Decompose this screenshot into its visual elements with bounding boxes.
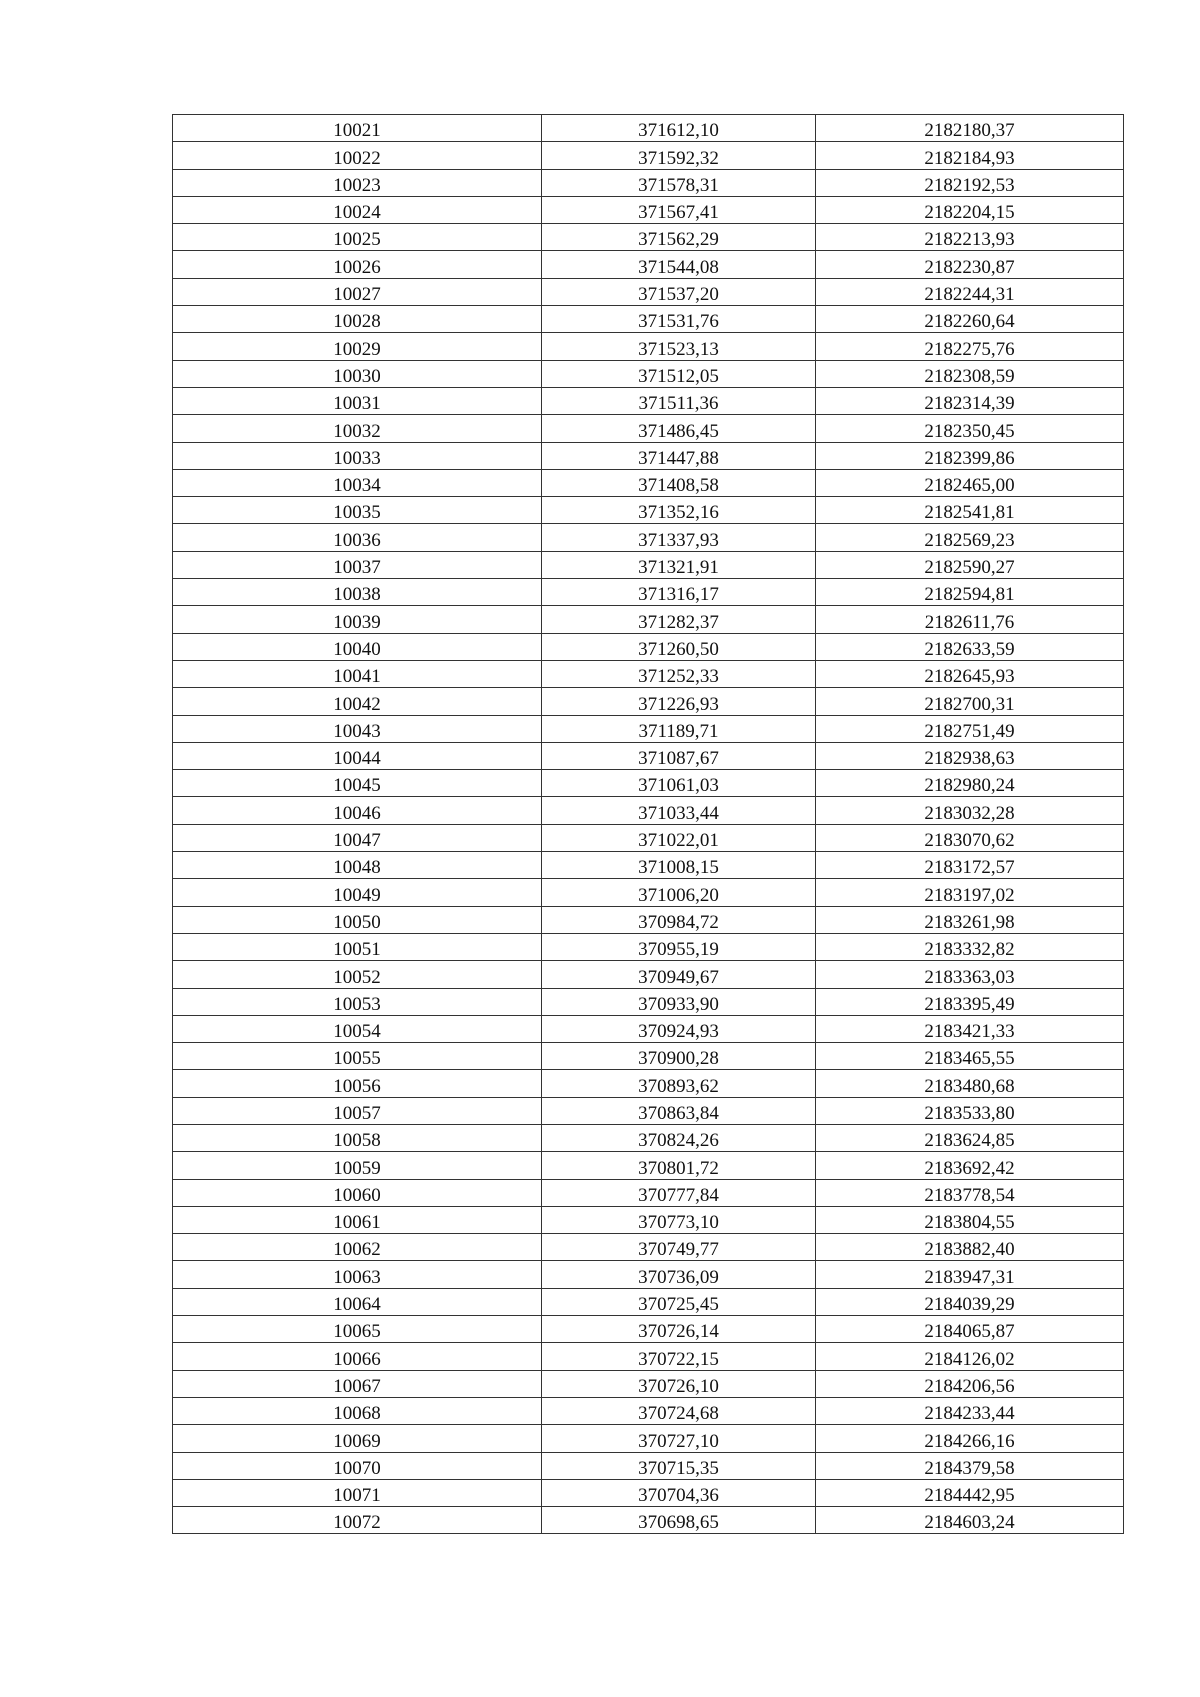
point-number-cell: 10069 — [173, 1425, 542, 1452]
y-coordinate-cell: 2182569,23 — [816, 524, 1124, 551]
point-number-cell: 10037 — [173, 551, 542, 578]
y-coordinate-cell: 2183197,02 — [816, 879, 1124, 906]
point-number-cell: 10039 — [173, 606, 542, 633]
y-coordinate-cell: 2183363,03 — [816, 961, 1124, 988]
y-coordinate-cell: 2183882,40 — [816, 1234, 1124, 1261]
table-row — [173, 770, 1124, 797]
table-row — [173, 933, 1124, 960]
x-coordinate-cell: 371562,29 — [542, 224, 816, 251]
point-number-cell: 10059 — [173, 1152, 542, 1179]
table-row — [173, 278, 1124, 305]
table-row — [173, 1397, 1124, 1424]
point-number-cell: 10054 — [173, 1015, 542, 1042]
point-number-cell: 10070 — [173, 1452, 542, 1479]
table-row — [173, 333, 1124, 360]
point-number-cell: 10062 — [173, 1234, 542, 1261]
table-row — [173, 688, 1124, 715]
x-coordinate-cell: 371316,17 — [542, 579, 816, 606]
y-coordinate-cell: 2183778,54 — [816, 1179, 1124, 1206]
x-coordinate-cell: 370773,10 — [542, 1206, 816, 1233]
x-coordinate-cell: 370824,26 — [542, 1124, 816, 1151]
y-coordinate-cell: 2183465,55 — [816, 1043, 1124, 1070]
point-number-cell: 10061 — [173, 1206, 542, 1233]
table-row — [173, 606, 1124, 633]
y-coordinate-cell: 2182275,76 — [816, 333, 1124, 360]
point-number-cell: 10046 — [173, 797, 542, 824]
x-coordinate-cell: 370736,09 — [542, 1261, 816, 1288]
x-coordinate-cell: 371189,71 — [542, 715, 816, 742]
table-row — [173, 633, 1124, 660]
y-coordinate-cell: 2183070,62 — [816, 824, 1124, 851]
y-coordinate-cell: 2182980,24 — [816, 770, 1124, 797]
table-row — [173, 1070, 1124, 1097]
y-coordinate-cell: 2182590,27 — [816, 551, 1124, 578]
y-coordinate-cell: 2182308,59 — [816, 360, 1124, 387]
x-coordinate-cell: 370722,15 — [542, 1343, 816, 1370]
y-coordinate-cell: 2182260,64 — [816, 306, 1124, 333]
table-row — [173, 1343, 1124, 1370]
point-number-cell: 10072 — [173, 1507, 542, 1534]
table-row — [173, 1452, 1124, 1479]
x-coordinate-cell: 371531,76 — [542, 306, 816, 333]
x-coordinate-cell: 370924,93 — [542, 1015, 816, 1042]
y-coordinate-cell: 2182751,49 — [816, 715, 1124, 742]
point-number-cell: 10032 — [173, 415, 542, 442]
point-number-cell: 10027 — [173, 278, 542, 305]
x-coordinate-cell: 371447,88 — [542, 442, 816, 469]
x-coordinate-cell: 370900,28 — [542, 1043, 816, 1070]
x-coordinate-cell: 370801,72 — [542, 1152, 816, 1179]
x-coordinate-cell: 371022,01 — [542, 824, 816, 851]
point-number-cell: 10053 — [173, 988, 542, 1015]
x-coordinate-cell: 371511,36 — [542, 387, 816, 414]
x-coordinate-cell: 371486,45 — [542, 415, 816, 442]
y-coordinate-cell: 2182700,31 — [816, 688, 1124, 715]
x-coordinate-cell: 371260,50 — [542, 633, 816, 660]
point-number-cell: 10041 — [173, 660, 542, 687]
table-row — [173, 988, 1124, 1015]
table-row — [173, 524, 1124, 551]
table-row — [173, 1097, 1124, 1124]
table-row — [173, 360, 1124, 387]
y-coordinate-cell: 2183395,49 — [816, 988, 1124, 1015]
table-row — [173, 1152, 1124, 1179]
table-row — [173, 469, 1124, 496]
y-coordinate-cell: 2182230,87 — [816, 251, 1124, 278]
point-number-cell: 10023 — [173, 169, 542, 196]
x-coordinate-cell: 371087,67 — [542, 742, 816, 769]
table-row — [173, 715, 1124, 742]
point-number-cell: 10024 — [173, 196, 542, 223]
y-coordinate-cell: 2182594,81 — [816, 579, 1124, 606]
table-row — [173, 1507, 1124, 1534]
table-row — [173, 415, 1124, 442]
x-coordinate-cell: 370955,19 — [542, 933, 816, 960]
point-number-cell: 10028 — [173, 306, 542, 333]
y-coordinate-cell: 2182611,76 — [816, 606, 1124, 633]
point-number-cell: 10043 — [173, 715, 542, 742]
table-row — [173, 142, 1124, 169]
y-coordinate-cell: 2184039,29 — [816, 1288, 1124, 1315]
table-row — [173, 961, 1124, 988]
y-coordinate-cell: 2183533,80 — [816, 1097, 1124, 1124]
table-row — [173, 742, 1124, 769]
x-coordinate-cell: 371008,15 — [542, 852, 816, 879]
table-row — [173, 196, 1124, 223]
point-number-cell: 10050 — [173, 906, 542, 933]
x-coordinate-cell: 371592,32 — [542, 142, 816, 169]
point-number-cell: 10044 — [173, 742, 542, 769]
point-number-cell: 10021 — [173, 115, 542, 142]
point-number-cell: 10036 — [173, 524, 542, 551]
table-row — [173, 1043, 1124, 1070]
y-coordinate-cell: 2182465,00 — [816, 469, 1124, 496]
table-row — [173, 1316, 1124, 1343]
table-row — [173, 1179, 1124, 1206]
x-coordinate-cell: 370893,62 — [542, 1070, 816, 1097]
table-row — [173, 169, 1124, 196]
y-coordinate-cell: 2182633,59 — [816, 633, 1124, 660]
table-row — [173, 1261, 1124, 1288]
x-coordinate-cell: 370749,77 — [542, 1234, 816, 1261]
y-coordinate-cell: 2183624,85 — [816, 1124, 1124, 1151]
x-coordinate-cell: 371537,20 — [542, 278, 816, 305]
point-number-cell: 10055 — [173, 1043, 542, 1070]
table-row — [173, 115, 1124, 142]
x-coordinate-cell: 370704,36 — [542, 1479, 816, 1506]
point-number-cell: 10022 — [173, 142, 542, 169]
y-coordinate-cell: 2183332,82 — [816, 933, 1124, 960]
y-coordinate-cell: 2184379,58 — [816, 1452, 1124, 1479]
table-row — [173, 852, 1124, 879]
x-coordinate-cell: 371512,05 — [542, 360, 816, 387]
point-number-cell: 10057 — [173, 1097, 542, 1124]
coordinates-table — [172, 114, 1124, 1534]
y-coordinate-cell: 2183421,33 — [816, 1015, 1124, 1042]
point-number-cell: 10049 — [173, 879, 542, 906]
table-row — [173, 579, 1124, 606]
x-coordinate-cell: 371578,31 — [542, 169, 816, 196]
point-number-cell: 10047 — [173, 824, 542, 851]
point-number-cell: 10033 — [173, 442, 542, 469]
table-row — [173, 224, 1124, 251]
y-coordinate-cell: 2183480,68 — [816, 1070, 1124, 1097]
y-coordinate-cell: 2182645,93 — [816, 660, 1124, 687]
point-number-cell: 10052 — [173, 961, 542, 988]
x-coordinate-cell: 371612,10 — [542, 115, 816, 142]
x-coordinate-cell: 370933,90 — [542, 988, 816, 1015]
x-coordinate-cell: 371321,91 — [542, 551, 816, 578]
point-number-cell: 10063 — [173, 1261, 542, 1288]
y-coordinate-cell: 2182541,81 — [816, 497, 1124, 524]
x-coordinate-cell: 371352,16 — [542, 497, 816, 524]
point-number-cell: 10034 — [173, 469, 542, 496]
table-row — [173, 660, 1124, 687]
x-coordinate-cell: 371544,08 — [542, 251, 816, 278]
x-coordinate-cell: 370777,84 — [542, 1179, 816, 1206]
point-number-cell: 10042 — [173, 688, 542, 715]
x-coordinate-cell: 370725,45 — [542, 1288, 816, 1315]
point-number-cell: 10025 — [173, 224, 542, 251]
point-number-cell: 10060 — [173, 1179, 542, 1206]
point-number-cell: 10058 — [173, 1124, 542, 1151]
point-number-cell: 10056 — [173, 1070, 542, 1097]
x-coordinate-cell: 370949,67 — [542, 961, 816, 988]
y-coordinate-cell: 2184266,16 — [816, 1425, 1124, 1452]
y-coordinate-cell: 2183172,57 — [816, 852, 1124, 879]
x-coordinate-cell: 371061,03 — [542, 770, 816, 797]
table-row — [173, 1425, 1124, 1452]
table-row — [173, 387, 1124, 414]
y-coordinate-cell: 2184233,44 — [816, 1397, 1124, 1424]
x-coordinate-cell: 371226,93 — [542, 688, 816, 715]
y-coordinate-cell: 2182192,53 — [816, 169, 1124, 196]
y-coordinate-cell: 2182938,63 — [816, 742, 1124, 769]
y-coordinate-cell: 2183261,98 — [816, 906, 1124, 933]
y-coordinate-cell: 2183947,31 — [816, 1261, 1124, 1288]
point-number-cell: 10064 — [173, 1288, 542, 1315]
table-row — [173, 251, 1124, 278]
point-number-cell: 10040 — [173, 633, 542, 660]
point-number-cell: 10035 — [173, 497, 542, 524]
point-number-cell: 10051 — [173, 933, 542, 960]
table-row — [173, 1124, 1124, 1151]
x-coordinate-cell: 371252,33 — [542, 660, 816, 687]
x-coordinate-cell: 371033,44 — [542, 797, 816, 824]
table-row — [173, 1370, 1124, 1397]
x-coordinate-cell: 370727,10 — [542, 1425, 816, 1452]
x-coordinate-cell: 370715,35 — [542, 1452, 816, 1479]
coordinates-table-body — [173, 115, 1124, 1534]
table-row — [173, 551, 1124, 578]
y-coordinate-cell: 2184065,87 — [816, 1316, 1124, 1343]
x-coordinate-cell: 370726,10 — [542, 1370, 816, 1397]
x-coordinate-cell: 371408,58 — [542, 469, 816, 496]
y-coordinate-cell: 2182184,93 — [816, 142, 1124, 169]
x-coordinate-cell: 371282,37 — [542, 606, 816, 633]
x-coordinate-cell: 370863,84 — [542, 1097, 816, 1124]
y-coordinate-cell: 2183032,28 — [816, 797, 1124, 824]
y-coordinate-cell: 2182244,31 — [816, 278, 1124, 305]
point-number-cell: 10067 — [173, 1370, 542, 1397]
table-row — [173, 306, 1124, 333]
table-row — [173, 1015, 1124, 1042]
y-coordinate-cell: 2182213,93 — [816, 224, 1124, 251]
y-coordinate-cell: 2182350,45 — [816, 415, 1124, 442]
point-number-cell: 10038 — [173, 579, 542, 606]
point-number-cell: 10048 — [173, 852, 542, 879]
y-coordinate-cell: 2182204,15 — [816, 196, 1124, 223]
point-number-cell: 10026 — [173, 251, 542, 278]
table-row — [173, 442, 1124, 469]
y-coordinate-cell: 2182314,39 — [816, 387, 1124, 414]
point-number-cell: 10029 — [173, 333, 542, 360]
table-row — [173, 797, 1124, 824]
table-row — [173, 879, 1124, 906]
x-coordinate-cell: 370698,65 — [542, 1507, 816, 1534]
table-row — [173, 1206, 1124, 1233]
point-number-cell: 10030 — [173, 360, 542, 387]
point-number-cell: 10045 — [173, 770, 542, 797]
y-coordinate-cell: 2184603,24 — [816, 1507, 1124, 1534]
point-number-cell: 10071 — [173, 1479, 542, 1506]
y-coordinate-cell: 2184206,56 — [816, 1370, 1124, 1397]
y-coordinate-cell: 2184442,95 — [816, 1479, 1124, 1506]
point-number-cell: 10066 — [173, 1343, 542, 1370]
y-coordinate-cell: 2183692,42 — [816, 1152, 1124, 1179]
x-coordinate-cell: 370726,14 — [542, 1316, 816, 1343]
x-coordinate-cell: 371523,13 — [542, 333, 816, 360]
y-coordinate-cell: 2184126,02 — [816, 1343, 1124, 1370]
table-row — [173, 497, 1124, 524]
x-coordinate-cell: 370724,68 — [542, 1397, 816, 1424]
table-row — [173, 1234, 1124, 1261]
y-coordinate-cell: 2183804,55 — [816, 1206, 1124, 1233]
x-coordinate-cell: 370984,72 — [542, 906, 816, 933]
x-coordinate-cell: 371006,20 — [542, 879, 816, 906]
point-number-cell: 10065 — [173, 1316, 542, 1343]
table-row — [173, 906, 1124, 933]
table-row — [173, 1288, 1124, 1315]
y-coordinate-cell: 2182180,37 — [816, 115, 1124, 142]
table-row — [173, 824, 1124, 851]
y-coordinate-cell: 2182399,86 — [816, 442, 1124, 469]
x-coordinate-cell: 371337,93 — [542, 524, 816, 551]
point-number-cell: 10031 — [173, 387, 542, 414]
table-row — [173, 1479, 1124, 1506]
x-coordinate-cell: 371567,41 — [542, 196, 816, 223]
point-number-cell: 10068 — [173, 1397, 542, 1424]
